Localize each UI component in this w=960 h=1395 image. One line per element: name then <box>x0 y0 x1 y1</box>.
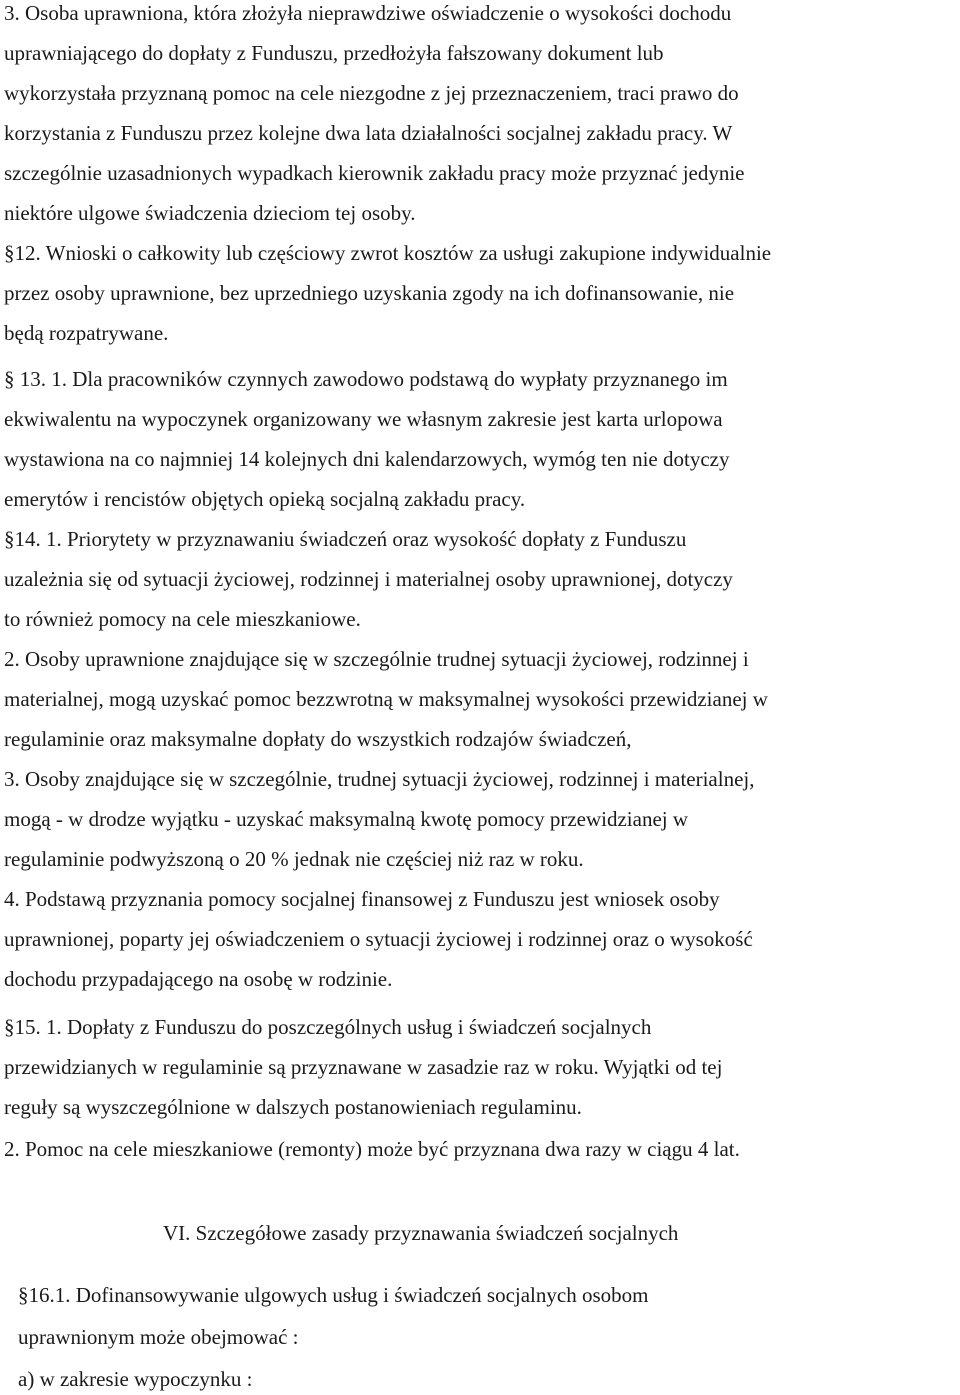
text-line: §16.1. Dofinansowywanie ulgowych usług i świadczeń socjalnych osobom <box>18 1283 649 1307</box>
text-line: materialnej, mogą uzyskać pomoc bezzwrotną w maksymalnej wysokości przewidzianej w <box>4 687 768 711</box>
text-line: 2. Pomoc na cele mieszkaniowe (remonty) może być przyznana dwa razy w ciągu 4 lat. <box>4 1137 740 1161</box>
text-line: szczególnie uzasadnionych wypadkach kierownik zakładu pracy może przyznać jedynie <box>4 161 745 185</box>
text-line: przez osoby uprawnione, bez uprzedniego uzyskania zgody na ich dofinansowanie, nie <box>4 281 735 305</box>
text-line: niektóre ulgowe świadczenia dzieciom tej osoby. <box>4 201 416 225</box>
text-line: §14. 1. Priorytety w przyznawaniu świadczeń oraz wysokość dopłaty z Funduszu <box>4 527 687 551</box>
text-line: ekwiwalentu na wypoczynek organizowany we własnym zakresie jest karta urlopowa <box>4 407 723 431</box>
text-line: to również pomocy na cele mieszkaniowe. <box>4 607 361 631</box>
text-line: wykorzystała przyznaną pomoc na cele niezgodne z jej przeznaczeniem, traci prawo do <box>4 81 739 105</box>
text-line: 2. Osoby uprawnione znajdujące się w szczególnie trudnej sytuacji życiowej, rodzinnej i <box>4 647 749 671</box>
text-line: emerytów i rencistów objętych opieką socjalną zakładu pracy. <box>4 487 526 511</box>
text-line: uprawnionym może obejmować : <box>18 1325 299 1349</box>
text-line: uzależnia się od sytuacji życiowej, rodzinnej i materialnej osoby uprawnionej, dotyczy <box>4 567 733 591</box>
text-line: reguły są wyszczególnione w dalszych postanowieniach regulaminu. <box>4 1095 582 1119</box>
text-line: §12. Wnioski o całkowity lub częściowy zwrot kosztów za usługi zakupione indywidualnie <box>4 241 772 265</box>
text-line: przewidzianych w regulaminie są przyznawane w zasadzie raz w roku. Wyjątki od tej <box>4 1055 723 1079</box>
text-line: wystawiona na co najmniej 14 kolejnych dni kalendarzowych, wymóg ten nie dotyczy <box>4 447 730 471</box>
text-line: regulaminie podwyższoną o 20 % jednak nie częściej niż raz w roku. <box>4 847 584 871</box>
text-line: §15. 1. Dopłaty z Funduszu do poszczególnych usług i świadczeń socjalnych <box>4 1015 652 1039</box>
text-line: mogą - w drodze wyjątku - uzyskać maksymalną kwotę pomocy przewidzianej w <box>4 807 689 831</box>
text-line: korzystania z Funduszu przez kolejne dwa lata działalności socjalnej zakładu pracy. W <box>4 121 733 145</box>
text-line: 3. Osoby znajdujące się w szczególnie, trudnej sytuacji życiowej, rodzinnej i materialnej, <box>4 767 755 791</box>
text-line: uprawniającego do dopłaty z Funduszu, przedłożyła fałszowany dokument lub <box>4 41 664 65</box>
text-line: 3. Osoba uprawniona, która złożyła nieprawdziwe oświadczenie o wysokości dochodu <box>4 1 732 25</box>
text-line: 4. Podstawą przyznania pomocy socjalnej finansowej z Funduszu jest wniosek osoby <box>4 887 720 911</box>
text-line: dochodu przypadającego na osobę w rodzinie. <box>4 967 393 991</box>
section-heading: VI. Szczegółowe zasady przyznawania świadczeń socjalnych <box>163 1221 679 1245</box>
text-line: uprawnionej, poparty jej oświadczeniem o sytuacji życiowej i rodzinnej oraz o wysokość <box>4 927 753 951</box>
text-line: będą rozpatrywane. <box>4 321 169 345</box>
text-line: a) w zakresie wypoczynku : <box>18 1367 253 1391</box>
text-line: regulaminie oraz maksymalne dopłaty do wszystkich rodzajów świadczeń, <box>4 727 632 751</box>
text-line: § 13. 1. Dla pracowników czynnych zawodowo podstawą do wypłaty przyznanego im <box>4 367 728 391</box>
